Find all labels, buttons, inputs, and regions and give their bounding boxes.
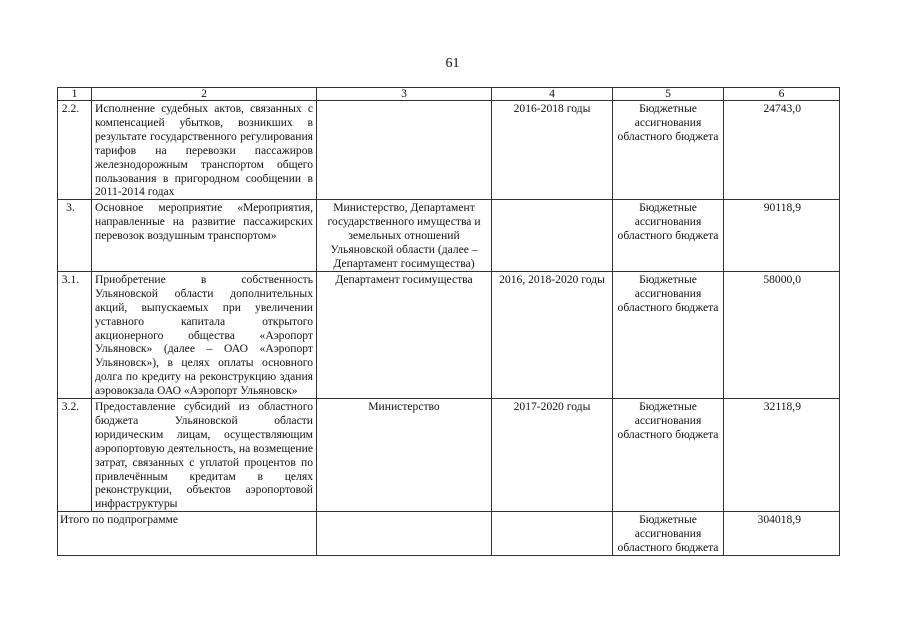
row-responsible: Министерство: [317, 399, 492, 512]
total-label: Итого по подпрограмме: [58, 512, 317, 556]
table-row: [58, 399, 840, 512]
total-row: [58, 512, 840, 556]
row-responsible: [317, 101, 492, 200]
row-description: Исполнение судебных актов, связанных с компенсацией убытков, возникших в результате государственного регулирования тарифов на перевозки пассажиров железнодорожным транспортом общего пользования в пригородном сообщении в 2011-2014 годах: [92, 101, 317, 200]
row-period: 2016-2018 годы: [492, 101, 613, 200]
row-period: 2017-2020 годы: [492, 399, 613, 512]
header-row: [58, 88, 840, 101]
row-responsible: Департамент госимущества: [317, 271, 492, 398]
header-cell: 6: [724, 88, 840, 101]
total-amount: 304018,9: [724, 512, 840, 556]
row-description: Приобретение в собственность Ульяновской области дополнительных акций, выпускаемых при увеличении уставного капитала открытого акционерного общества «Аэропорт Ульяновск» (далее – ОАО «Аэропорт Ульяновск»), в целях оплаты основного долга по кредиту на реконструкцию здания аэровокзала ОАО «Аэропорт Ульяновск»: [92, 271, 317, 398]
row-number: 3.2.: [58, 399, 92, 512]
row-source: Бюджетные ассигнования областного бюджета: [613, 101, 724, 200]
header-cell: 4: [492, 88, 613, 101]
row-period: 2016, 2018-2020 годы: [492, 271, 613, 398]
row-number: 2.2.: [58, 101, 92, 200]
row-description: Предоставление субсидий из областного бюджета Ульяновской области юридическим лицам, осуществляющим аэропортовую деятельность, на возмещение затрат, связанных с уплатой процентов по привлечённым кредитам в целях реконструкции, объектов аэропортовой инфраструктуры: [92, 399, 317, 512]
page-number: 61: [445, 56, 460, 71]
table-row: [58, 200, 840, 272]
header-cell: 3: [317, 88, 492, 101]
budget-table: [57, 87, 840, 556]
row-source: Бюджетные ассигнования областного бюджета: [613, 200, 724, 272]
total-empty-cell: [492, 512, 613, 556]
row-source: Бюджетные ассигнования областного бюджета: [613, 271, 724, 398]
row-description: Основное мероприятие «Мероприятия, направленные на развитие пассажирских перевозок воздушным транспортом»: [92, 200, 317, 272]
table-row: [58, 271, 840, 398]
row-number: 3.1.: [58, 271, 92, 398]
row-number: 3.: [58, 200, 92, 272]
header-cell: 5: [613, 88, 724, 101]
row-amount: 32118,9: [724, 399, 840, 512]
header-cell: 2: [92, 88, 317, 101]
row-period: [492, 200, 613, 272]
total-empty-cell: [317, 512, 492, 556]
row-amount: 90118,9: [724, 200, 840, 272]
row-source: Бюджетные ассигнования областного бюджета: [613, 399, 724, 512]
header-cell: 1: [58, 88, 92, 101]
table-row: [58, 101, 840, 200]
row-amount: 58000,0: [724, 271, 840, 398]
total-source: Бюджетные ассигнования областного бюджета: [613, 512, 724, 556]
row-responsible: Министерство, Департамент государственного имущества и земельных отношений Ульяновской области (далее – Департамент госимущества): [317, 200, 492, 272]
row-amount: 24743,0: [724, 101, 840, 200]
